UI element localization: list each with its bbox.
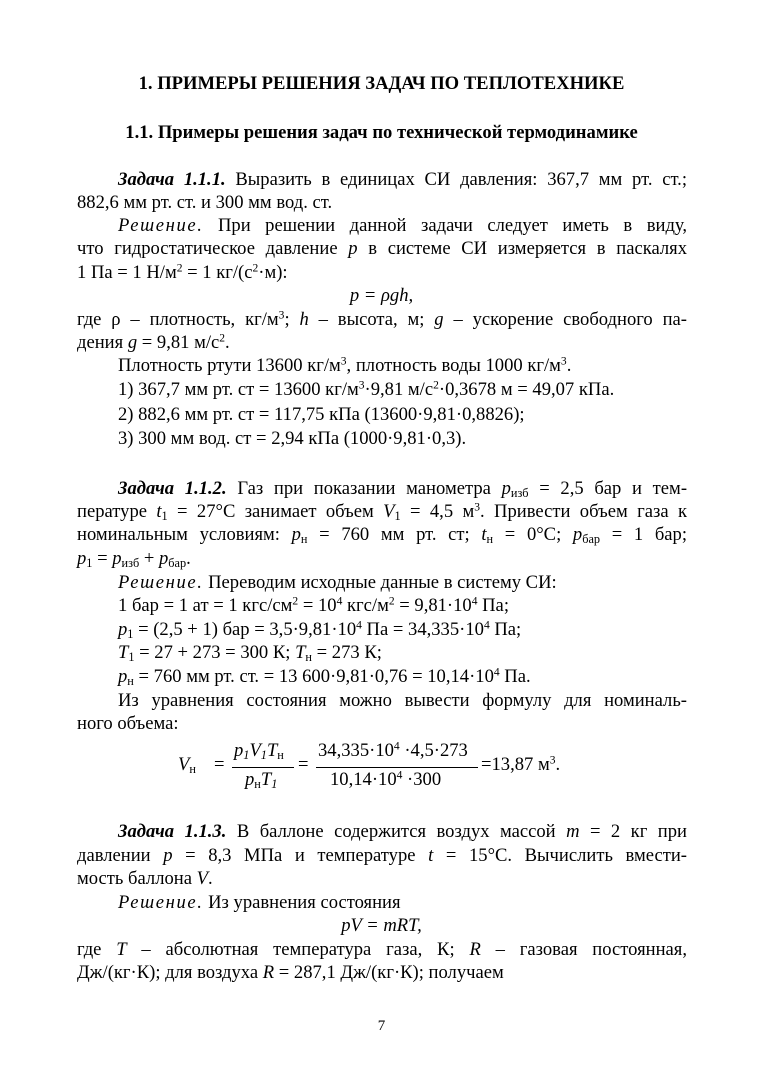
task2-line4: $p_1 = p_{изб} + p_{бар}$. [77,548,191,571]
task2-line2: пературе $t_1 = 27^\circ С$ занимает объем $V_1 = 4,5$ $м^3$. Привести объем газа к [77,501,687,524]
task1-solution-line2: что гидростатическое давление p в системе СИ измеряется в паскалях [77,238,687,259]
task3-solution-line: Решение. Из уравнения состояния [118,892,401,913]
fraction-bar-values [316,767,478,768]
chapter-heading: 1. ПРИМЕРЫ РЕШЕНИЯ ЗАДАЧ ПО ТЕПЛОТЕХНИКЕ [138,73,625,94]
task3-line2: давлении p = 8,3 МПа и температуре t = 15°С. Вычислить вмести- [77,845,687,866]
task1-line2: 882,6 мм рт. ст. и 300 мм вод. ст. [77,192,333,213]
task2-line1: Задача 1.1.2. Газ при показании манометра $p_{изб} = 2,5$ бар и тем- [118,478,688,501]
task1-densities: Плотность ртути 13600 $кг/м^3$, плотность воды 1000 $кг/м^3$. [118,355,572,376]
formula-result: =13,87 $м^3$. [481,754,561,775]
formula-eq1: = [214,754,225,775]
task2-eq-line1: Из уравнения состояния можно вывести формулу для номиналь- [118,690,687,711]
formula-num-symbols: $p_1V_1T_н$ [234,740,284,763]
task2-line3: номинальным условиям: $p_н = 760$ мм рт. ст; $t_н = 0^\circ С$; $p_{бар} = 1$ бар; [77,524,688,547]
task3-label: Задача 1.1.3. [118,821,227,842]
task3-line1: Задача 1.1.3. В баллоне содержится воздух массой m = 2 кг при [118,821,687,842]
task1-where-line2: дения g = 9,81 $м/с^2$. [77,332,230,353]
task1-solution-label: Решение. [118,215,204,236]
task3-where-line2: Дж/(кг·К); для воздуха R = 287,1 Дж/(кг·К); получаем [77,962,504,983]
formula-eq2: = [298,754,309,775]
task2-eq-line2: ного объема: [77,713,179,734]
task1-result1: 1) 367,7 мм рт. ст = 13600 $кг/м^3\cdot 9,81$ $м/с^2\cdot 0,3678$ м = 49,07 кПа. [118,379,615,400]
formula-num-values: $34,335\cdot 10^4 \cdot 4,5\cdot 273$ [318,740,468,761]
formula-lhs: $V_н$ [178,754,196,777]
task2-conv3: $T_1 = 27 + 273 = 300$ К; $T_н = 273$ К; [118,642,382,665]
task2-label: Задача 1.1.2. [118,478,227,499]
formula-den-values: $10,14\cdot 10^4 \cdot 300$ [330,769,442,790]
task3-formula: pV = mRT, [341,915,422,936]
task1-label: Задача 1.1.1. [118,169,226,190]
task2-conv4: $p_н = 760$ мм рт. ст. = 13 $600\cdot 9,81\cdot 0,76 = 10,14\cdot 10^4$ Па. [118,666,531,689]
task1-formula: p = ρgh, [349,285,414,306]
task2-solution-line: Решение. Переводим исходные данные в систему СИ: [118,572,557,593]
task1-result3: 3) 300 мм вод. ст = 2,94 кПа (1000·9,81·0,3). [118,428,467,449]
task1-where-line1: где ρ – плотность, $кг/м^3$; h – высота, м; g – ускорение свободного па- [77,309,687,330]
task2-conv1: 1 бар = 1 ат = 1 кгс/$см^2 = 10^4$ кгс/$м^2 = 9,81\cdot 10^4$ Па; [118,595,509,616]
page-number: 7 [377,1018,386,1034]
task1-result2: 2) 882,6 мм рт. ст = 117,75 кПа (13600·9,81·0,8826); [118,404,525,425]
fraction-bar-symbols [232,767,294,768]
task3-line3: мость баллона V. [77,868,213,889]
task1-line1: Задача 1.1.1. Выразить в единицах СИ давления: 367,7 мм рт. ст.; [118,169,687,190]
task3-solution-label: Решение. [118,892,204,913]
task1-solution-line1: Решение. При решении данной задачи следует иметь в виду, [118,215,687,236]
task1-solution-line3: 1 Па = 1 $Н/м^2 = 1$ $кг/(с^2\cdot м)$: [77,262,288,283]
task2-solution-label: Решение. [118,572,204,593]
section-heading: 1.1. Примеры решения задач по технической термодинамике [125,122,638,143]
formula-den-symbols: $p_нT_1$ [245,769,278,792]
task3-where-line1: где T – абсолютная температура газа, К; R – газовая постоянная, [77,939,688,960]
task2-conv2: $p_1 = (2,5 + 1)$ бар = $3,5\cdot 9,81\cdot 10^4$ Па = $34,335\cdot 10^4$ Па; [118,619,522,642]
